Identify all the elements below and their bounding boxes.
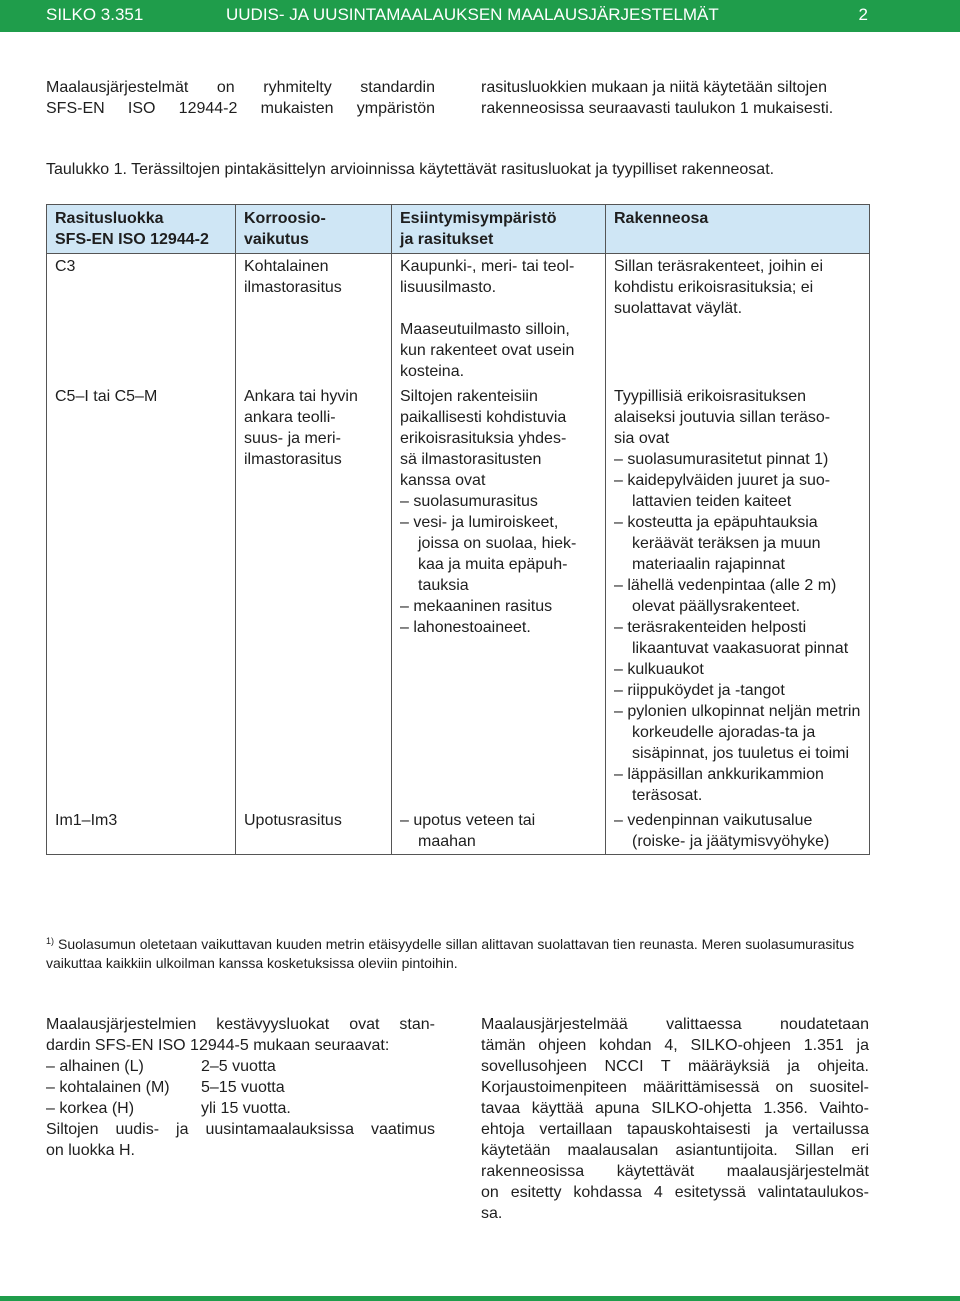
document-title: UUDIS- JA UUSINTAMAALAUKSEN MAALAUSJÄRJESTELMÄT	[226, 5, 719, 24]
cell-class	[47, 808, 236, 855]
cell-structure	[606, 384, 870, 808]
paragraph-line: ehtoja vertaillaan tapauskohtaisesti ja vertailussa	[481, 1121, 869, 1138]
cell-line: Upotusrasitus	[244, 812, 342, 829]
table-row-im	[47, 808, 870, 855]
header-line: ja rasitukset	[400, 231, 494, 248]
cell-line: suolattavat väylät.	[614, 300, 743, 317]
durability-value: 5–15 vuotta	[201, 1079, 285, 1096]
intro-left	[46, 77, 435, 119]
cell-line: suus- ja meri-	[244, 430, 341, 447]
paragraph-line: tavaa käyttää apuna SILKO-ohjetta 1.356. Vaihto-	[481, 1100, 869, 1117]
cell-corrosion	[236, 384, 392, 808]
intro-left-line-2: SFS-EN ISO 12944-2 mukaisten ympäristön	[46, 100, 435, 117]
table-row-c5	[47, 384, 870, 808]
cell-line: Kaupunki-, meri- tai teol-	[400, 258, 575, 275]
footnote-text: Suolasumun oletetaan vaikuttavan kuuden metrin etäisyydelle sillan alittavan suolattavan tien reunasta. Meren suolasumurasitus vaikuttaa kaikkiin ulkoilman kanssa kosketuksissa oleviin pintoihin.	[46, 936, 855, 971]
selection-paragraph	[481, 1014, 869, 1224]
table-caption: Taulukko 1. Terässiltojen pintakäsittelyn arvioinnissa käytettävät rasitusluokat ja tyypilliset rakenneosat.	[46, 161, 775, 178]
cell-line: Kohtalainen	[244, 258, 329, 275]
intro-left-line-1: Maalausjärjestelmät on ryhmitelty standardin	[46, 79, 435, 96]
durability-closing-line: Siltojen uudis- ja uusintamaalauksissa vaatimus	[46, 1121, 435, 1138]
cell-line: sia ovat	[614, 430, 670, 447]
cell-line: C5–I tai C5–M	[55, 388, 158, 405]
cell-line: Maaseutuilmasto silloin,	[400, 321, 570, 338]
header-structural-part	[606, 205, 870, 254]
cell-environment	[392, 384, 606, 808]
paragraph-line: sovellusohjeen NCCI T määräyksiä ja ohjeita.	[481, 1058, 869, 1075]
table-header-row	[47, 205, 870, 254]
paragraph-line: on esitetty kohdassa 4 esitetyssä valintataulukos-	[481, 1184, 869, 1201]
bottom-rule	[0, 1296, 960, 1301]
cell-line: Siltojen rakenteisiin	[400, 388, 538, 405]
page-header	[0, 0, 960, 32]
list-item: – teräsrakenteiden helposti likaantuvat vaakasuorat pinnat	[614, 619, 849, 657]
intro-right-line-2: rakenneosissa seuraavasti taulukon 1 mukaisesti.	[481, 100, 834, 117]
durability-closing-line: on luokka H.	[46, 1142, 135, 1159]
paragraph-line: Maalausjärjestelmää valittaessa noudatetaan	[481, 1016, 869, 1033]
list-item: – vedenpinnan vaikutusalue (roiske- ja jäätymisvyöhyke)	[614, 812, 830, 850]
footnote	[46, 932, 868, 973]
cell-environment	[392, 808, 606, 855]
header-line: Rasitusluokka	[55, 210, 164, 227]
durability-value: yli 15 vuotta.	[201, 1100, 291, 1117]
cell-class	[47, 254, 236, 385]
list-item: – vesi- ja lumiroiskeet, joissa on suolaa, hiek-kaa ja muita epäpuh-tauksia	[400, 514, 577, 594]
cell-corrosion	[236, 808, 392, 855]
durability-label: – alhainen (L)	[46, 1058, 144, 1075]
paragraph-line: tämän ohjeen kohdan 4, SILKO-ohjeen 1.351 ja	[481, 1037, 869, 1054]
list-item: – lähellä vedenpintaa (alle 2 m) olevat päällysrakenteet.	[614, 577, 837, 615]
list-item: – läppäsillan ankkurikammion teräsosat.	[614, 766, 824, 804]
header-exposure-class	[47, 205, 236, 254]
cell-line: erikoisrasituksia yhdes-	[400, 430, 567, 447]
cell-line: kohdistu erikoisrasituksia; ei	[614, 279, 814, 296]
header-line: SFS-EN ISO 12944-2	[55, 231, 209, 248]
header-line: vaikutus	[244, 231, 309, 248]
cell-structure	[606, 254, 870, 385]
list-item: – upotus veteen tai maahan	[400, 812, 536, 850]
durability-value: 2–5 vuotta	[201, 1058, 276, 1075]
header-line: Korroosio-	[244, 210, 326, 227]
cell-line: alaiseksi joutuvia sillan teräso-	[614, 409, 831, 426]
cell-line: ilmastorasitus	[244, 451, 342, 468]
cell-line: Sillan teräsrakenteet, joihin ei	[614, 258, 824, 275]
header-corrosion-effect	[236, 205, 392, 254]
page-number: 2	[858, 5, 868, 24]
paragraph-line: sa.	[481, 1205, 503, 1222]
durability-label: – kohtalainen (M)	[46, 1079, 170, 1096]
intro-right	[481, 77, 881, 119]
cell-class	[47, 384, 236, 808]
list-item: – kaidepylväiden juuret ja suo-lattavien teiden kaiteet	[614, 472, 831, 510]
table-row-c3	[47, 254, 870, 385]
cell-environment	[392, 254, 606, 385]
durability-intro-line: Maalausjärjestelmien kestävyysluokat ovat stan-	[46, 1016, 435, 1033]
exposure-class-table	[46, 204, 870, 855]
cell-line: kun rakenteet ovat usein	[400, 342, 575, 359]
durability-item	[46, 1098, 435, 1119]
cell-line: Tyypillisiä erikoisrasituksen	[614, 388, 807, 405]
cell-line: sä ilmastorasitusten	[400, 451, 542, 468]
intro-right-line-1: rasitusluokkien mukaan ja niitä käytetään siltojen	[481, 79, 827, 96]
cell-corrosion	[236, 254, 392, 385]
document-code: SILKO 3.351	[46, 5, 144, 24]
cell-line: Im1–Im3	[55, 812, 118, 829]
header-line: Esiintymisympäristö	[400, 210, 557, 227]
cell-structure	[606, 808, 870, 855]
paragraph-line: Korjaustoimenpiteen määrittämisessä on suositel-	[481, 1079, 869, 1096]
footnote-marker: 1)	[46, 936, 55, 946]
cell-line: Ankara tai hyvin	[244, 388, 358, 405]
header-line: Rakenneosa	[614, 210, 709, 227]
list-item: – kosteutta ja epäpuhtauksia keräävät teräksen ja muun materiaalin rajapinnat	[614, 514, 821, 573]
durability-intro-line: dardin SFS-EN ISO 12944-5 mukaan seuraavat:	[46, 1037, 390, 1054]
cell-line: kanssa ovat	[400, 472, 486, 489]
cell-line: paikallisesti kohdistuvia	[400, 409, 567, 426]
list-item: – mekaaninen rasitus	[400, 598, 553, 615]
list-item: – suolasumurasitus	[400, 493, 538, 510]
header-environment	[392, 205, 606, 254]
list-item: – pylonien ulkopinnat neljän metrin korkeudelle ajoradas-ta ja sisäpinnat, jos tuuletus ei toimi	[614, 703, 861, 762]
cell-line: kosteina.	[400, 363, 465, 380]
cell-line: ankara teolli-	[244, 409, 336, 426]
list-item: – kulkuaukot	[614, 661, 704, 678]
paragraph-gap	[400, 298, 597, 319]
list-item: – lahonestoaineet.	[400, 619, 531, 636]
durability-item	[46, 1077, 435, 1098]
cell-line: ilmastorasitus	[244, 279, 342, 296]
paragraph-line: rakenneosissa käytettävät maalausjärjestelmät	[481, 1163, 869, 1180]
cell-line: C3	[55, 258, 76, 275]
list-item: – suolasumurasitetut pinnat 1)	[614, 451, 829, 468]
durability-label: – korkea (H)	[46, 1100, 135, 1117]
durability-section	[46, 1014, 435, 1161]
durability-item	[46, 1056, 435, 1077]
cell-line: lisuusilmasto.	[400, 279, 497, 296]
paragraph-line: käytetään maalausalan asiantuntijoita. Sillan eri	[481, 1142, 869, 1159]
list-item: – riippuköydet ja -tangot	[614, 682, 785, 699]
